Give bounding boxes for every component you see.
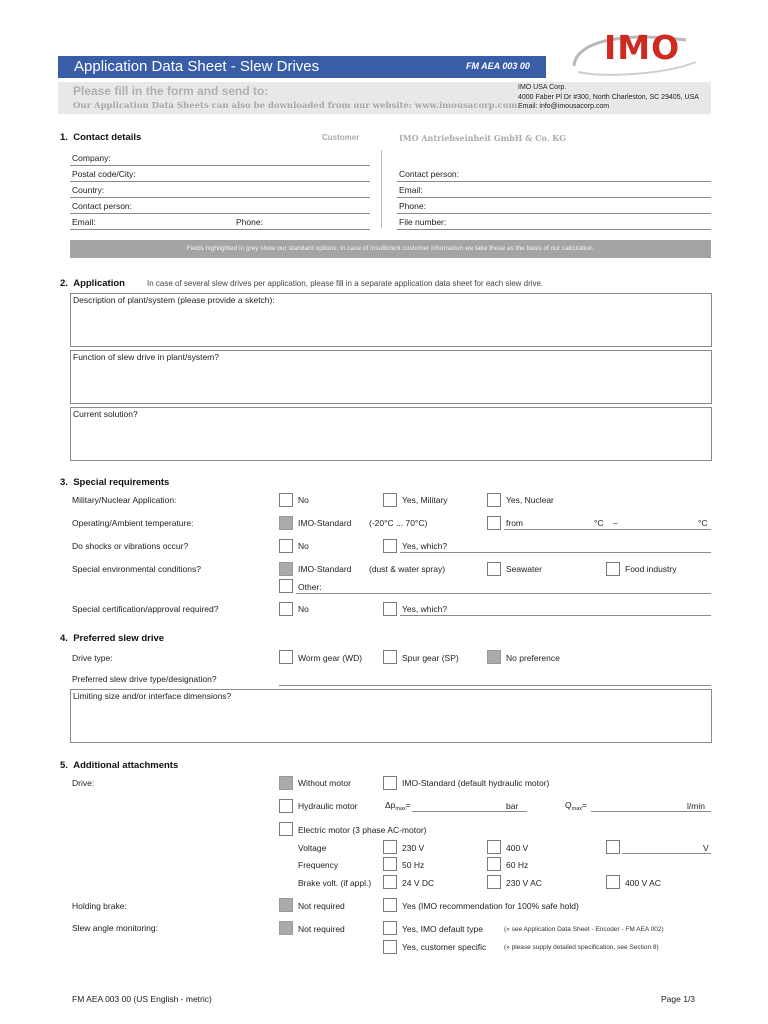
send-to-bar [58, 82, 711, 114]
cert-no-checkbox[interactable] [279, 602, 293, 616]
freq-60-checkbox[interactable] [487, 857, 501, 871]
shock-no-checkbox[interactable] [279, 539, 293, 553]
delta-p-field[interactable] [412, 811, 527, 812]
freq-50-label: 50 Hz [402, 860, 425, 870]
food-industry-label: Food industry [625, 564, 677, 574]
env-other-field[interactable] [296, 593, 711, 594]
email-label: Email: [72, 217, 96, 227]
drive-type-label: Drive type: [72, 653, 113, 663]
temp-from-label: from [506, 518, 523, 528]
shock-yes-checkbox[interactable] [383, 539, 397, 553]
holding-yes-checkbox[interactable] [383, 898, 397, 912]
address-line: IMO USA Corp. [518, 84, 567, 91]
imo-logo [566, 26, 706, 80]
brake-400vac-label: 400 V AC [625, 878, 661, 888]
drive-label: Drive: [72, 778, 95, 788]
postal-code-label: Postal code/City: [72, 169, 136, 179]
freq-60-label: 60 Hz [506, 860, 529, 870]
hydraulic-motor-label: Hydraulic motor [298, 801, 358, 811]
bar-unit: bar [506, 801, 519, 811]
brake-230vac-checkbox[interactable] [487, 875, 501, 889]
imo-phone-label: Phone: [399, 201, 426, 211]
env-standard-checkbox[interactable] [279, 562, 293, 576]
military-no-checkbox[interactable] [279, 493, 293, 507]
freq-50-checkbox[interactable] [383, 857, 397, 871]
company-label: Company: [72, 153, 111, 163]
shock-yes-label: Yes, which? [402, 541, 448, 551]
page-number: Page 1/3 [661, 994, 696, 1004]
address-line: Email: info@imousacorp.com [518, 103, 610, 110]
shock-label: Do shocks or vibrations occur? [72, 541, 189, 551]
shock-no-label: No [298, 541, 309, 551]
cert-yes-checkbox[interactable] [383, 602, 397, 616]
holding-brake-label: Holding brake: [72, 901, 127, 911]
brake-230vac-label: 230 V AC [506, 878, 542, 888]
phone-label: Phone: [236, 217, 263, 227]
spur-gear-label: Spur gear (SP) [402, 653, 459, 663]
imo-email-label: Email: [399, 185, 423, 195]
designation-label: Preferred slew drive type/designation? [72, 674, 217, 684]
fill-title: Please fill in the form and send to: [73, 84, 269, 98]
contact-person-label: Contact person: [72, 201, 133, 211]
temp-dash: – [613, 518, 618, 528]
temperature-label: Operating/Ambient temperature: [72, 518, 194, 528]
cert-yes-label: Yes, which? [402, 604, 448, 614]
form-number: FM AEA 003 00 [466, 61, 530, 71]
column-divider [381, 150, 382, 228]
section-5-title: 5. Additional attachments [60, 760, 179, 771]
limiting-size-box[interactable] [70, 689, 712, 743]
temp-standard-checkbox[interactable] [279, 516, 293, 530]
slew-not-required-label: Not required [298, 924, 345, 934]
without-motor-label: Without motor [298, 778, 351, 788]
slew-customer-checkbox[interactable] [383, 940, 397, 954]
env-other-checkbox[interactable] [279, 579, 293, 593]
cert-which-field[interactable] [400, 615, 711, 616]
brake-voltage-label: Brake volt. (if appl.) [298, 878, 372, 888]
voltage-label: Voltage [298, 843, 327, 853]
file-number-field[interactable] [397, 229, 711, 230]
delta-p-label: $\Delta p_{max}=$ [385, 800, 411, 812]
certification-label: Special certification/approval required? [72, 604, 219, 614]
electric-motor-label: Electric motor (3 phase AC-motor) [298, 825, 427, 835]
function-label: Function of slew drive in plant/system? [73, 352, 219, 362]
file-number-label: File number: [399, 217, 447, 227]
postal-code-field[interactable] [70, 181, 370, 182]
temp-unit-to: °C [698, 518, 708, 528]
imo-phone-field[interactable] [397, 213, 711, 214]
section-1-title: 1. Contact details [60, 132, 142, 143]
temp-standard-label: IMO-Standard [298, 518, 352, 528]
worm-gear-label: Worm gear (WD) [298, 653, 363, 663]
function-box[interactable] [70, 350, 712, 404]
frequency-label: Frequency [298, 860, 339, 870]
address-line: 4000 Faber Pl Dr #300, North Charleston, SC 29405, USA [518, 94, 699, 101]
company-field[interactable] [70, 165, 370, 166]
temp-range-field[interactable] [504, 529, 711, 530]
slew-imo-default-checkbox[interactable] [383, 921, 397, 935]
no-preference-checkbox[interactable] [487, 650, 501, 664]
voltage-unit: V [703, 843, 709, 853]
page-title: Application Data Sheet - Slew Drives [74, 58, 320, 75]
country-field[interactable] [70, 197, 370, 198]
temp-range-label: (-20°C ... 70°C) [369, 518, 428, 528]
application-note: In case of several slew drives per application, please fill in a separate application data sheet for each slew drive. [147, 279, 544, 288]
seawater-label: Seawater [506, 564, 542, 574]
section-4-title: 4. Preferred slew drive [60, 633, 165, 644]
military-label: Military/Nuclear Application: [72, 495, 177, 505]
worm-gear-checkbox[interactable] [279, 650, 293, 664]
voltage-custom-checkbox[interactable] [606, 840, 620, 854]
encoder-note: (» see Application Data Sheet - Encoder - FM AEA 002) [504, 926, 664, 933]
env-standard-note: (dust & water spray) [369, 564, 446, 574]
voltage-230-label: 230 V [402, 843, 425, 853]
limiting-size-label: Limiting size and/or interface dimensions? [73, 691, 232, 701]
military-no-label: No [298, 495, 309, 505]
holding-not-required-checkbox[interactable] [279, 898, 293, 912]
imo-standard-motor-checkbox[interactable] [383, 776, 397, 790]
without-motor-checkbox[interactable] [279, 776, 293, 790]
imo-standard-motor-label: IMO-Standard (default hydraulic motor) [402, 778, 550, 788]
imo-company-label: IMO Antriebseinheit GmbH & Co. KG [399, 133, 567, 143]
email-phone-field[interactable] [70, 229, 370, 230]
brake-24vdc-checkbox[interactable] [383, 875, 397, 889]
food-industry-checkbox[interactable] [606, 562, 620, 576]
hydraulic-motor-checkbox[interactable] [279, 799, 293, 813]
military-yes-label: Yes, Military [402, 495, 448, 505]
spur-gear-checkbox[interactable] [383, 650, 397, 664]
contact-person-field[interactable] [70, 213, 370, 214]
nuclear-yes-checkbox[interactable] [487, 493, 501, 507]
no-preference-label: No preference [506, 653, 560, 663]
current-solution-label: Current solution? [73, 409, 138, 419]
seawater-checkbox[interactable] [487, 562, 501, 576]
brake-400vac-checkbox[interactable] [606, 875, 620, 889]
customer-spec-note: (» please supply detailed specification, see Section 8) [504, 944, 659, 951]
brake-24vdc-label: 24 V DC [402, 878, 435, 888]
slew-imo-default-label: Yes, IMO default type [402, 924, 483, 934]
title-bar [58, 56, 546, 78]
temp-unit-from: °C [594, 518, 604, 528]
slew-angle-label: Slew angle monitoring: [72, 923, 158, 933]
q-max-label: $Q_{max}=$ [565, 800, 587, 812]
plant-description-box[interactable] [70, 293, 712, 347]
lmin-unit: l/min [687, 801, 705, 811]
logo-text: IMO [604, 28, 681, 67]
designation-field[interactable] [279, 685, 711, 686]
holding-not-required-label: Not required [298, 901, 345, 911]
current-solution-box[interactable] [70, 407, 712, 461]
section-2-title: 2. Application [60, 278, 125, 289]
voltage-400-checkbox[interactable] [487, 840, 501, 854]
customer-label: Customer [322, 133, 360, 142]
environment-label: Special environmental conditions? [72, 564, 201, 574]
slew-not-required-checkbox[interactable] [279, 921, 293, 935]
imo-contact-person-field[interactable] [397, 181, 711, 182]
grey-fields-note: Fields highlighted in grey show our standard options. In case of insufficient customer information we take these as the basis of our calculation. [70, 240, 711, 258]
country-label: Country: [72, 185, 105, 195]
imo-email-field[interactable] [397, 197, 711, 198]
section-3-title: 3. Special requirements [60, 477, 170, 488]
footer-form-id: FM AEA 003 00 (US English - metric) [72, 994, 212, 1004]
download-note: Our Application Data Sheets can also be downloaded from our website: www.imousacorp.com [73, 101, 518, 111]
cert-no-label: No [298, 604, 309, 614]
military-yes-checkbox[interactable] [383, 493, 397, 507]
nuclear-yes-label: Yes, Nuclear [506, 495, 554, 505]
plant-description-label: Description of plant/system (please provide a sketch): [73, 295, 275, 305]
slew-customer-label: Yes, customer specific [402, 942, 487, 952]
temp-custom-checkbox[interactable] [487, 516, 501, 530]
shock-which-field[interactable] [400, 552, 711, 553]
voltage-400-label: 400 V [506, 843, 529, 853]
holding-yes-label: Yes (IMO recommendation for 100% safe hold) [402, 901, 579, 911]
electric-motor-checkbox[interactable] [279, 822, 293, 836]
env-other-label: Other: [298, 582, 322, 592]
voltage-230-checkbox[interactable] [383, 840, 397, 854]
env-standard-label: IMO-Standard [298, 564, 352, 574]
voltage-custom-field[interactable] [622, 853, 711, 854]
imo-contact-person-label: Contact person: [399, 169, 460, 179]
q-max-field[interactable] [591, 811, 711, 812]
